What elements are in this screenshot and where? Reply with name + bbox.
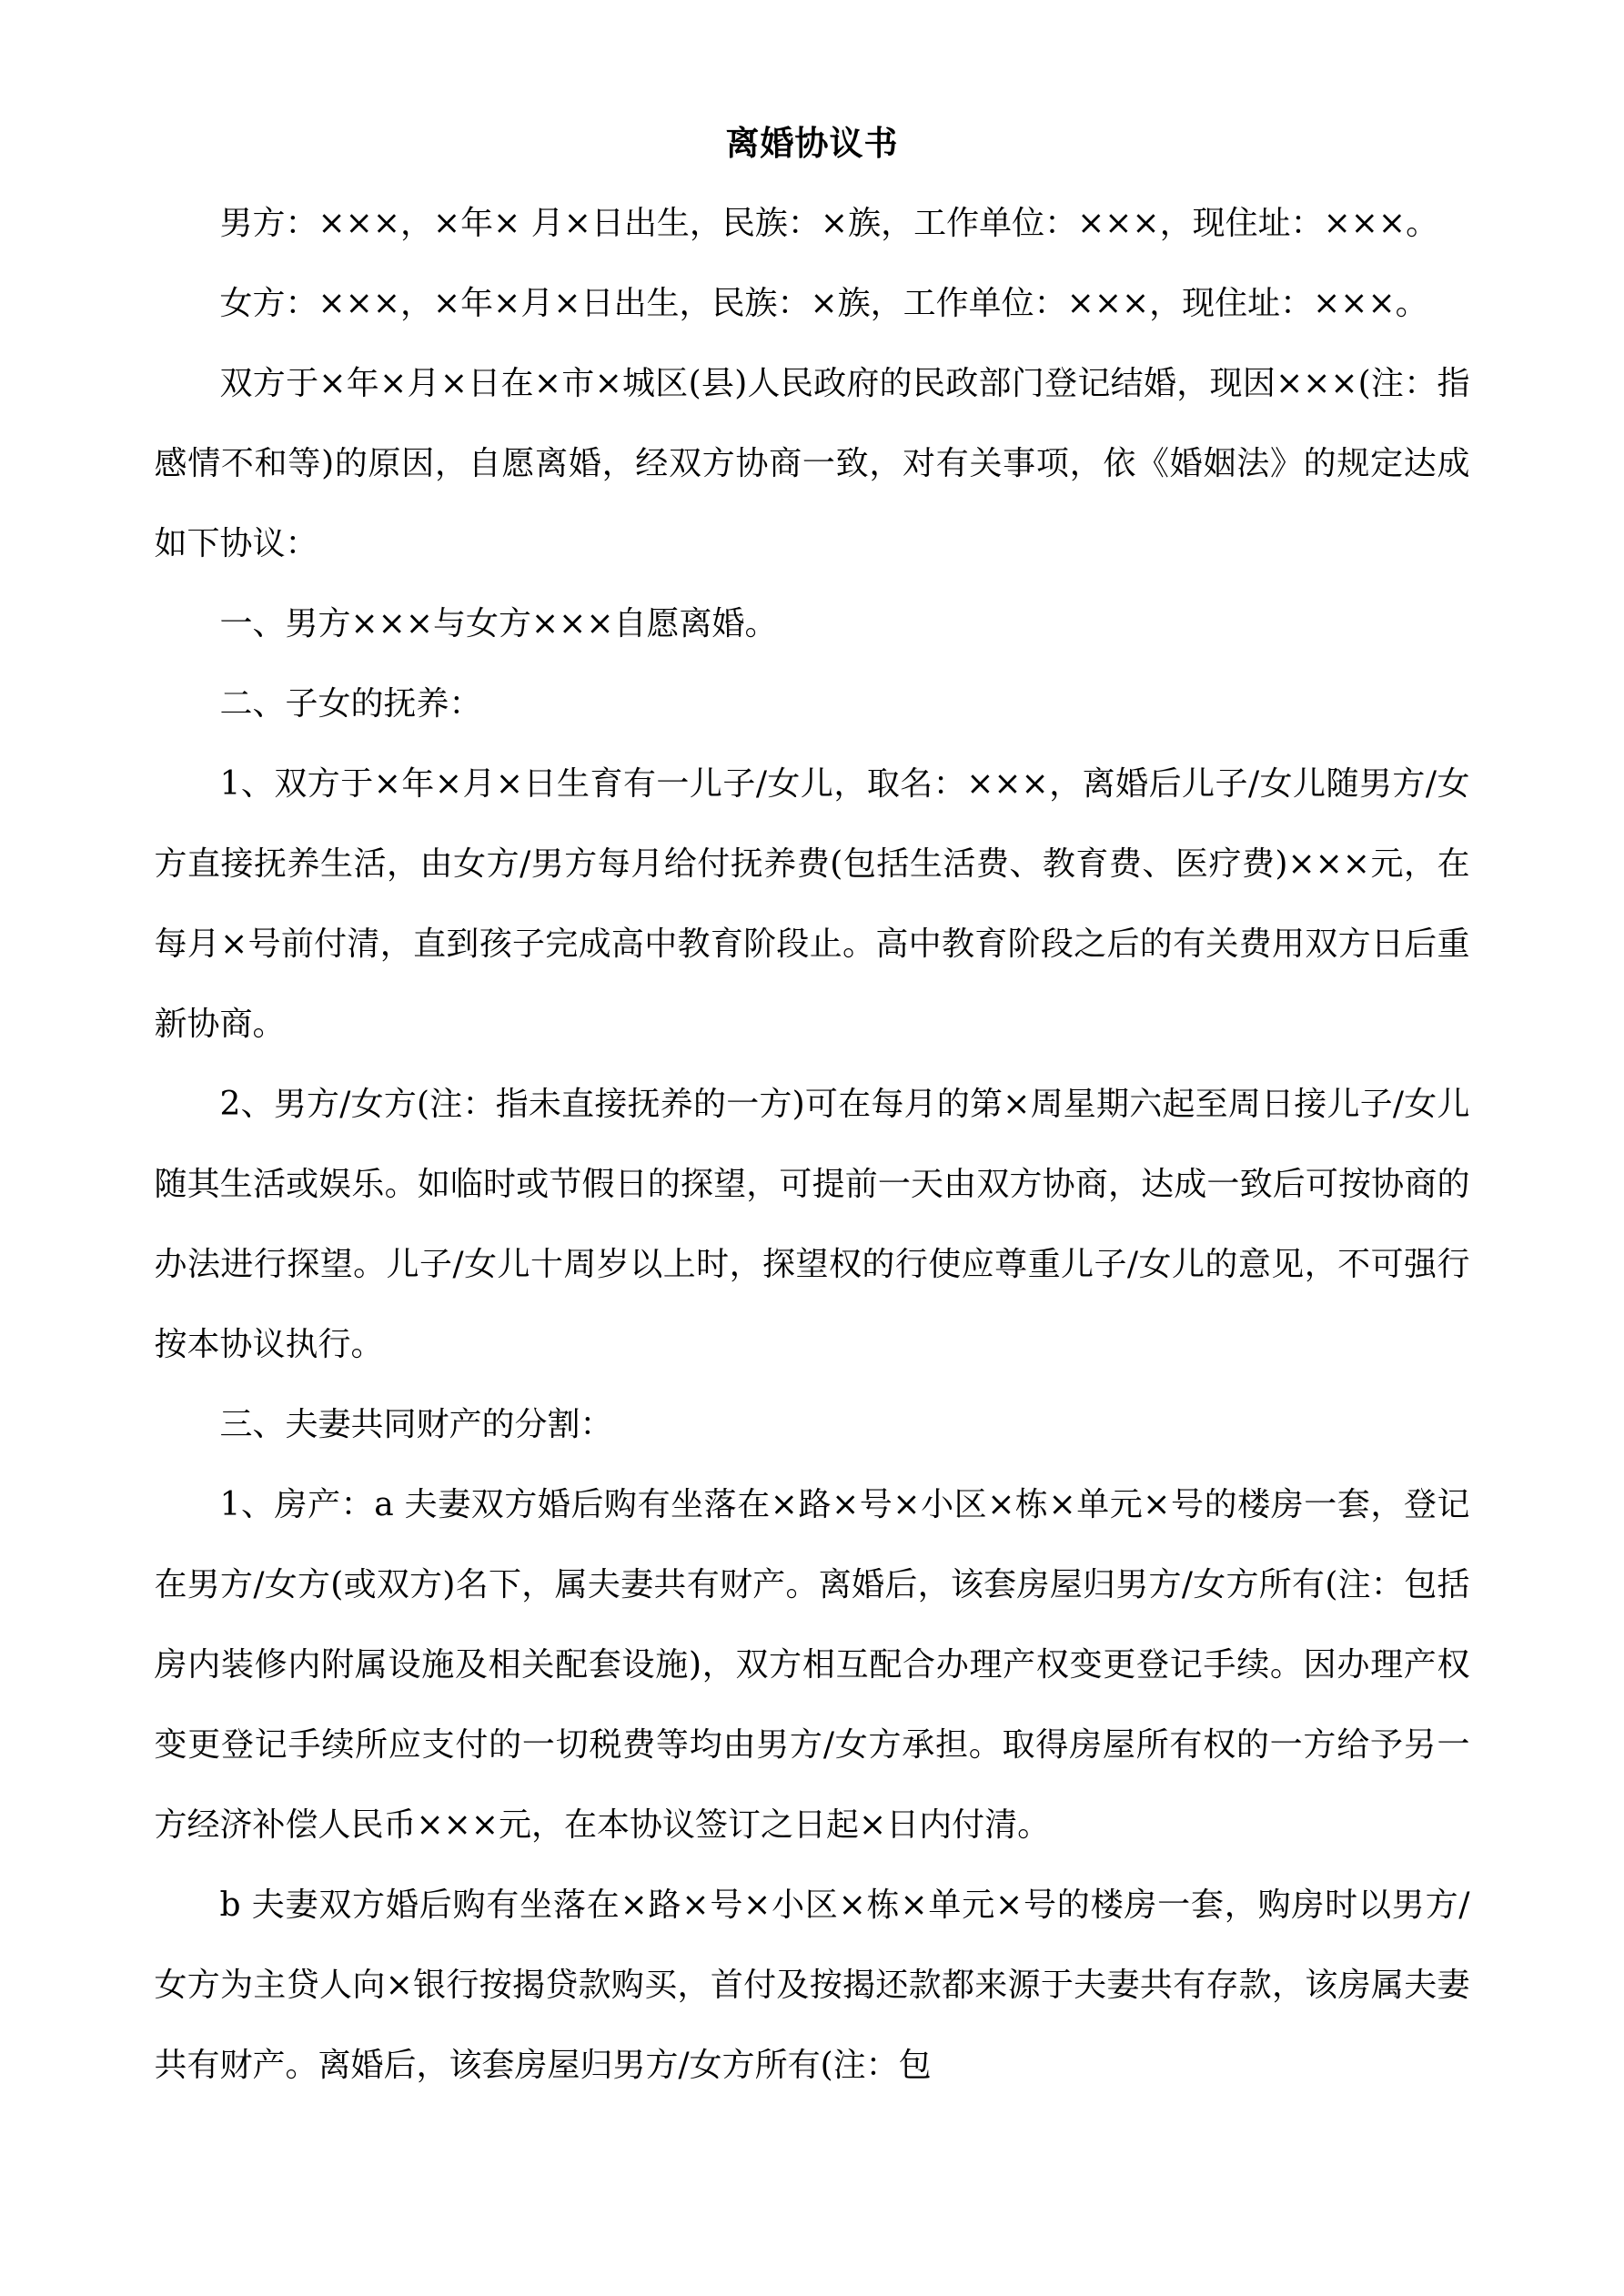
paragraph-clause-2-heading: 二、子女的抚养：	[219, 685, 482, 723]
paragraph-clause-2-item-1: 1、双方于×年×月×日生育有一儿子/女儿，取名：×××，离婚后儿子/女儿随男方/女方直接抚养生活，由女方/男方每月给付抚养费(包括生活费、教育费、医疗费)×××元，在每月×号前付清，直到孩子完成高中教育阶段止。高中教育阶段之后的有关费用双方日后重新协商。	[154, 765, 1470, 1043]
paragraph-wife-info: 女方：×××，×年×月×日出生，民族：×族，工作单位：×××，现住址：×××。	[219, 285, 1428, 322]
paragraph-clause-3-heading: 三、夫妻共同财产的分割：	[219, 1406, 613, 1443]
paragraph-preamble: 双方于×年×月×日在×市×城区(县)人民政府的民政部门登记结婚，现因×××(注：指感情不和等)的原因，自愿离婚，经双方协商一致，对有关事项，依《婚姻法》的规定达成如下协议：	[154, 365, 1470, 562]
document-page	[155, 0, 1470, 2106]
paragraph-clause-2-item-2: 2、男方/女方(注：指未直接抚养的一方)可在每月的第×周星期六起至周日接儿子/女儿随其生活或娱乐。如临时或节假日的探望，可提前一天由双方协商，达成一致后可按协商的办法进行探望。儿子/女儿十周岁以上时，探望权的行使应尊重儿子/女儿的意见，不可强行按本协议执行。	[154, 1086, 1470, 1363]
paragraph-clause-1: 一、男方×××与女方×××自愿离婚。	[219, 605, 778, 642]
document-title: 离婚协议书	[725, 123, 899, 163]
paragraph-clause-3-item-1b: b 夫妻双方婚后购有坐落在×路×号×小区×栋×单元×号的楼房一套，购房时以男方/女方为主贷人向×银行按揭贷款购买，首付及按揭还款都来源于夫妻共有存款，该房属夫妻共有财产。离婚后，该套房屋归男方/女方所有(注：包	[154, 1886, 1470, 2084]
paragraph-clause-3-item-1a: 1、房产：a 夫妻双方婚后购有坐落在×路×号×小区×栋×单元×号的楼房一套，登记在男方/女方(或双方)名下，属夫妻共有财产。离婚后，该套房屋归男方/女方所有(注：包括房内装修内附属设施及相关配套设施)，双方相互配合办理产权变更登记手续。因办理产权变更登记手续所应支付的一切税费等均由男方/女方承担。取得房屋所有权的一方给予另一方经济补偿人民币×××元，在本协议签订之日起×日内付清。	[154, 1486, 1470, 1844]
paragraph-husband-info: 男方：×××，×年× 月×日出生，民族：×族，工作单位：×××，现住址：×××。	[219, 205, 1439, 242]
